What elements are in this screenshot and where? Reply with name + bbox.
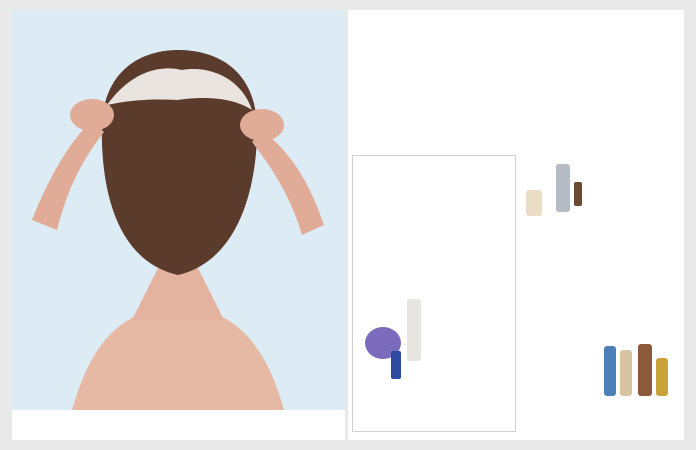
intro-text xyxy=(384,80,512,152)
section2-lead xyxy=(516,278,594,292)
intro-dropcap xyxy=(356,78,380,108)
section2-product-list xyxy=(516,370,596,430)
right-page xyxy=(348,10,684,440)
box-lead xyxy=(361,204,507,222)
box-products-drawing xyxy=(361,281,441,381)
box-title xyxy=(361,162,507,198)
section2-products-drawing xyxy=(598,340,682,412)
section1-body xyxy=(516,80,596,150)
section2-title xyxy=(518,250,678,276)
box-product-image xyxy=(361,281,441,381)
quote-2 xyxy=(528,225,678,245)
section2-body xyxy=(516,294,594,364)
headline-line2 xyxy=(70,378,290,410)
quote-1 xyxy=(389,388,509,418)
section1-lead xyxy=(516,56,584,76)
box-product-list xyxy=(445,281,509,381)
byline xyxy=(132,416,272,422)
section1-title xyxy=(518,30,678,56)
section1-product-list xyxy=(600,80,682,180)
headline-line1 xyxy=(74,350,284,378)
left-page xyxy=(12,10,345,440)
section1-products-image xyxy=(516,160,596,222)
sidebar-box xyxy=(352,155,516,432)
section2-products-image xyxy=(598,340,682,412)
box-body xyxy=(361,226,507,274)
section1-products-drawing xyxy=(516,160,596,222)
